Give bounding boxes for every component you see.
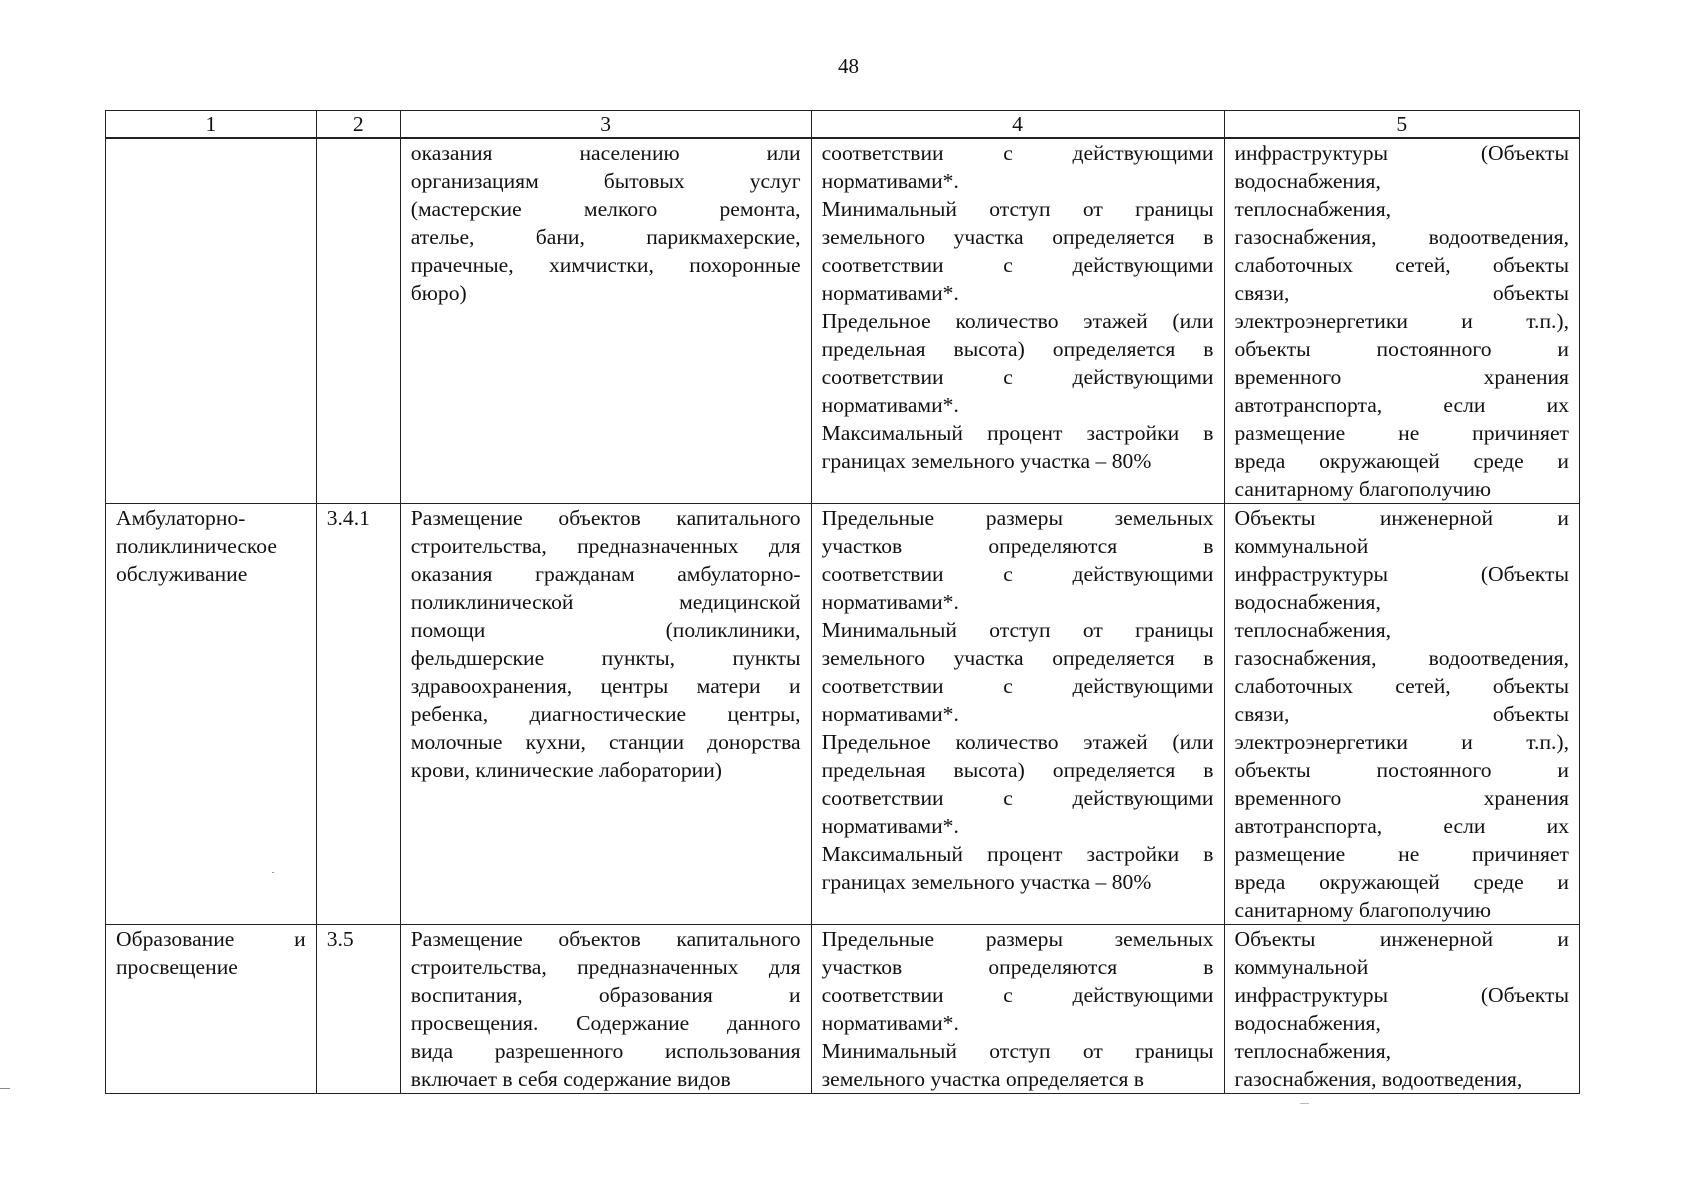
table-cell-use-name (106, 138, 317, 504)
cell-text-line: поликлиническое (116, 534, 277, 558)
cell-text-line: санитарному благополучию (1234, 477, 1492, 501)
cell-text-line: строительства, предназначенных для (410, 955, 801, 979)
table-cell-code (316, 925, 400, 1094)
cell-text-line: крови, клинические лаборатории) (410, 758, 722, 782)
cell-text-line: просвещения. Содержание данного (410, 1011, 801, 1035)
cell-text-line: слаботочных сетей, объекты (1234, 674, 1569, 698)
cell-text-line: теплоснабжения, (1234, 197, 1392, 221)
cell-text-line: инфраструктуры (Объекты (1234, 983, 1569, 1007)
cell-text-line: участков определяются в (821, 955, 1214, 979)
cell-text-line: вреда окружающей среде и (1234, 870, 1569, 894)
cell-text-line: связи, объекты (1234, 281, 1569, 305)
regulations-table (105, 110, 1580, 1094)
cell-text-line: земельного участка определяется в (821, 646, 1214, 670)
cell-text-line: Предельное количество этажей (или (821, 309, 1214, 333)
cell-text-line: соответствии с действующими (821, 562, 1214, 586)
cell-text-line: соответствии с действующими (821, 365, 1214, 389)
cell-text-line: просвещение (116, 955, 238, 979)
table-cell-code (316, 138, 400, 504)
cell-text-line: нормативами*. (821, 1011, 959, 1035)
table-cell-use-name (106, 504, 317, 925)
cell-text-line: нормативами*. (821, 814, 959, 838)
cell-text-line: Предельные размеры земельных (821, 506, 1214, 530)
cell-text-line: фельдшерские пункты, пункты (410, 646, 801, 670)
cell-text-line: вреда окружающей среде и (1234, 449, 1569, 473)
cell-text-line: Минимальный отступ от границы (821, 1039, 1214, 1063)
cell-text-line: теплоснабжения, (1234, 618, 1392, 642)
cell-text-line: Размещение объектов капитального (410, 927, 801, 951)
cell-text-line: газоснабжения, водоотведения, (1234, 1067, 1523, 1091)
cell-text-line: участков определяются в (821, 534, 1214, 558)
cell-text-line: коммунальной (1234, 534, 1369, 558)
cell-text-line: Амбулаторно- (116, 506, 246, 530)
cell-text-line: Максимальный процент застройки в (821, 421, 1214, 445)
cell-text-line: Максимальный процент застройки в (821, 842, 1214, 866)
cell-text-line: Объекты инженерной и (1234, 927, 1569, 951)
cell-text-line: границах земельного участка – 80% (821, 449, 1152, 473)
page-number: 48 (838, 54, 859, 78)
cell-text-line: земельного участка определяется в (821, 1067, 1144, 1091)
cell-text-line: слаботочных сетей, объекты (1234, 253, 1569, 277)
table-cell-use-name (106, 925, 317, 1094)
table-row (106, 925, 1580, 1094)
cell-text-line: 3.5 (326, 927, 354, 951)
cell-text-line: оказания населению или (410, 141, 801, 165)
cell-text-line: соответствии с действующими (821, 786, 1214, 810)
column-header-3: 3 (400, 111, 811, 139)
cell-text-line: инфраструктуры (Объекты (1234, 562, 1569, 586)
cell-text-line: прачечные, химчистки, похоронные (410, 253, 801, 277)
table-cell-code (316, 504, 400, 925)
scan-artifact-dot (272, 872, 274, 873)
cell-text-line: электроэнергетики и т.п.), (1234, 309, 1569, 333)
table-cell-auxiliary-uses (1224, 504, 1580, 925)
cell-text-line: (мастерские мелкого ремонта, (410, 197, 801, 221)
cell-text-line: Предельное количество этажей (или (821, 730, 1214, 754)
cell-text-line: здравоохранения, центры матери и (410, 674, 801, 698)
cell-text-line: нормативами*. (821, 281, 959, 305)
cell-text-line: временного хранения (1234, 786, 1569, 810)
cell-text-line: объекты постоянного и (1234, 758, 1569, 782)
cell-text-line: электроэнергетики и т.п.), (1234, 730, 1569, 754)
cell-text-line: Объекты инженерной и (1234, 506, 1569, 530)
cell-text-line: молочные кухни, станции донорства (410, 730, 801, 754)
cell-text-line: предельная высота) определяется в (821, 337, 1214, 361)
cell-text-line: Минимальный отступ от границы (821, 197, 1214, 221)
cell-text-line: ателье, бани, парикмахерские, (410, 225, 801, 249)
cell-text-line: Размещение объектов капитального (410, 506, 801, 530)
cell-text-line: соответствии с действующими (821, 983, 1214, 1007)
table-cell-description (400, 504, 811, 925)
table-row (106, 504, 1580, 925)
cell-text-line: соответствии с действующими (821, 253, 1214, 277)
cell-text-line: коммунальной (1234, 955, 1369, 979)
cell-text-line: обслуживание (116, 562, 248, 586)
cell-text-line: связи, объекты (1234, 702, 1569, 726)
cell-text-line: объекты постоянного и (1234, 337, 1569, 361)
cell-text-line: поликлинической медицинской (410, 590, 801, 614)
cell-text-line: нормативами*. (821, 169, 959, 193)
cell-text-line: автотранспорта, если их (1234, 393, 1569, 417)
scan-artifact-mark (0, 1088, 10, 1089)
cell-text-line: вида разрешенного использования (410, 1039, 801, 1063)
cell-text-line: предельная высота) определяется в (821, 758, 1214, 782)
cell-text-line: нормативами*. (821, 590, 959, 614)
cell-text-line: ребенка, диагностические центры, (410, 702, 801, 726)
cell-text-line: границах земельного участка – 80% (821, 870, 1152, 894)
column-header-1: 1 (106, 111, 317, 139)
table-cell-parameters (811, 138, 1224, 504)
cell-text-line: бюро) (410, 281, 467, 305)
cell-text-line: автотранспорта, если их (1234, 814, 1569, 838)
cell-text-line: размещение не причиняет (1234, 842, 1569, 866)
cell-text-line: воспитания, образования и (410, 983, 801, 1007)
table-row (106, 138, 1580, 504)
cell-text-line: организациям бытовых услуг (410, 169, 801, 193)
cell-text-line: размещение не причиняет (1234, 421, 1569, 445)
table-header-row (106, 111, 1580, 139)
cell-text-line: газоснабжения, водоотведения, (1234, 646, 1569, 670)
cell-text-line: теплоснабжения, (1234, 1039, 1392, 1063)
cell-text-line: строительства, предназначенных для (410, 534, 801, 558)
cell-text-line: 3.4.1 (326, 506, 370, 530)
table-cell-parameters (811, 504, 1224, 925)
cell-text-line: земельного участка определяется в (821, 225, 1214, 249)
cell-text-line: водоснабжения, (1234, 1011, 1381, 1035)
cell-text-line: соответствии с действующими (821, 674, 1214, 698)
column-header-5: 5 (1224, 111, 1580, 139)
cell-text-line: Образование и (116, 927, 306, 951)
cell-text-line: водоснабжения, (1234, 169, 1381, 193)
cell-text-line: нормативами*. (821, 393, 959, 417)
cell-text-line: временного хранения (1234, 365, 1569, 389)
table-cell-auxiliary-uses (1224, 138, 1580, 504)
cell-text-line: Минимальный отступ от границы (821, 618, 1214, 642)
cell-text-line: помощи (поликлиники, (410, 618, 801, 642)
scan-artifact-tick (1300, 1103, 1309, 1104)
column-header-4: 4 (811, 111, 1224, 139)
cell-text-line: Предельные размеры земельных (821, 927, 1214, 951)
cell-text-line: санитарному благополучию (1234, 898, 1492, 922)
cell-text-line: включает в себя содержание видов (410, 1067, 731, 1091)
cell-text-line: газоснабжения, водоотведения, (1234, 225, 1569, 249)
column-header-2: 2 (316, 111, 400, 139)
cell-text-line: водоснабжения, (1234, 590, 1381, 614)
table-cell-description (400, 138, 811, 504)
cell-text-line: оказания гражданам амбулаторно- (410, 562, 801, 586)
cell-text-line: нормативами*. (821, 702, 959, 726)
table-cell-parameters (811, 925, 1224, 1094)
cell-text-line: инфраструктуры (Объекты (1234, 141, 1569, 165)
table-cell-description (400, 925, 811, 1094)
table-cell-auxiliary-uses (1224, 925, 1580, 1094)
cell-text-line: соответствии с действующими (821, 141, 1214, 165)
